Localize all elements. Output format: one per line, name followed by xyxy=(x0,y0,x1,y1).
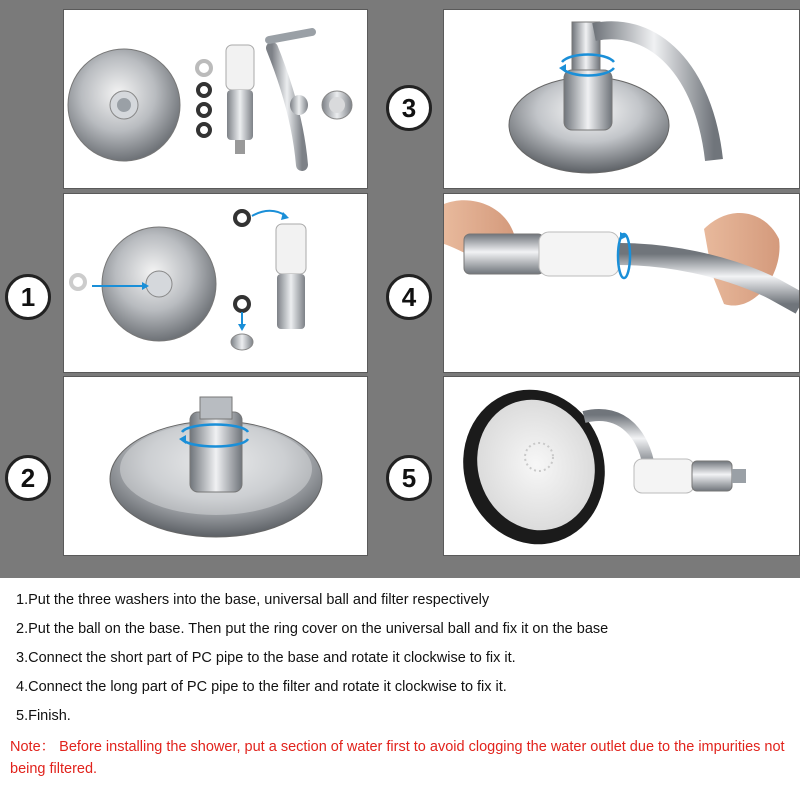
filter-cartridge-image xyxy=(226,45,254,154)
shower-head-image xyxy=(444,377,625,556)
step-4-panel xyxy=(443,193,800,373)
filter-cartridge-image xyxy=(276,224,306,329)
step-3-panel xyxy=(443,9,800,189)
shower-base-image xyxy=(102,227,216,341)
ring-cover-image xyxy=(231,334,253,350)
instruction-step-1: 1.Put the three washers into the base, universal ball and filter respectively xyxy=(16,592,490,608)
step-1-panel xyxy=(63,193,368,373)
instruction-step-2: 2.Put the ball on the base. Then put the ring cover on the universal ball and fix it on the base xyxy=(16,621,609,637)
step-badge-5: 5 xyxy=(386,455,432,501)
washer-icon xyxy=(197,61,211,136)
step-badge-3: 3 xyxy=(386,85,432,131)
instruction-step-3: 3.Connect the short part of PC pipe to the base and rotate it clockwise to fix it. xyxy=(16,650,516,666)
filter-cartridge-image xyxy=(634,459,746,493)
parts-overview-panel xyxy=(63,9,368,189)
step-badge-2: 2 xyxy=(5,455,51,501)
step-2-panel xyxy=(63,376,368,556)
step-badge-1: 1 xyxy=(5,274,51,320)
installation-note: Note： Before installing the shower, put a section of water first to avoid clogging the water outlet due to the impurities not being filtered. xyxy=(10,739,785,777)
step-5-panel xyxy=(443,376,800,556)
filter-cartridge-image xyxy=(464,232,619,276)
ring-cover-image xyxy=(290,91,352,119)
instruction-step-4: 4.Connect the long part of PC pipe to the filter and rotate it clockwise to fix it. xyxy=(16,679,507,695)
shower-base-image xyxy=(68,49,180,161)
instruction-step-5: 5.Finish. xyxy=(16,708,71,724)
step-badge-4: 4 xyxy=(386,274,432,320)
instruction-list xyxy=(16,590,786,735)
